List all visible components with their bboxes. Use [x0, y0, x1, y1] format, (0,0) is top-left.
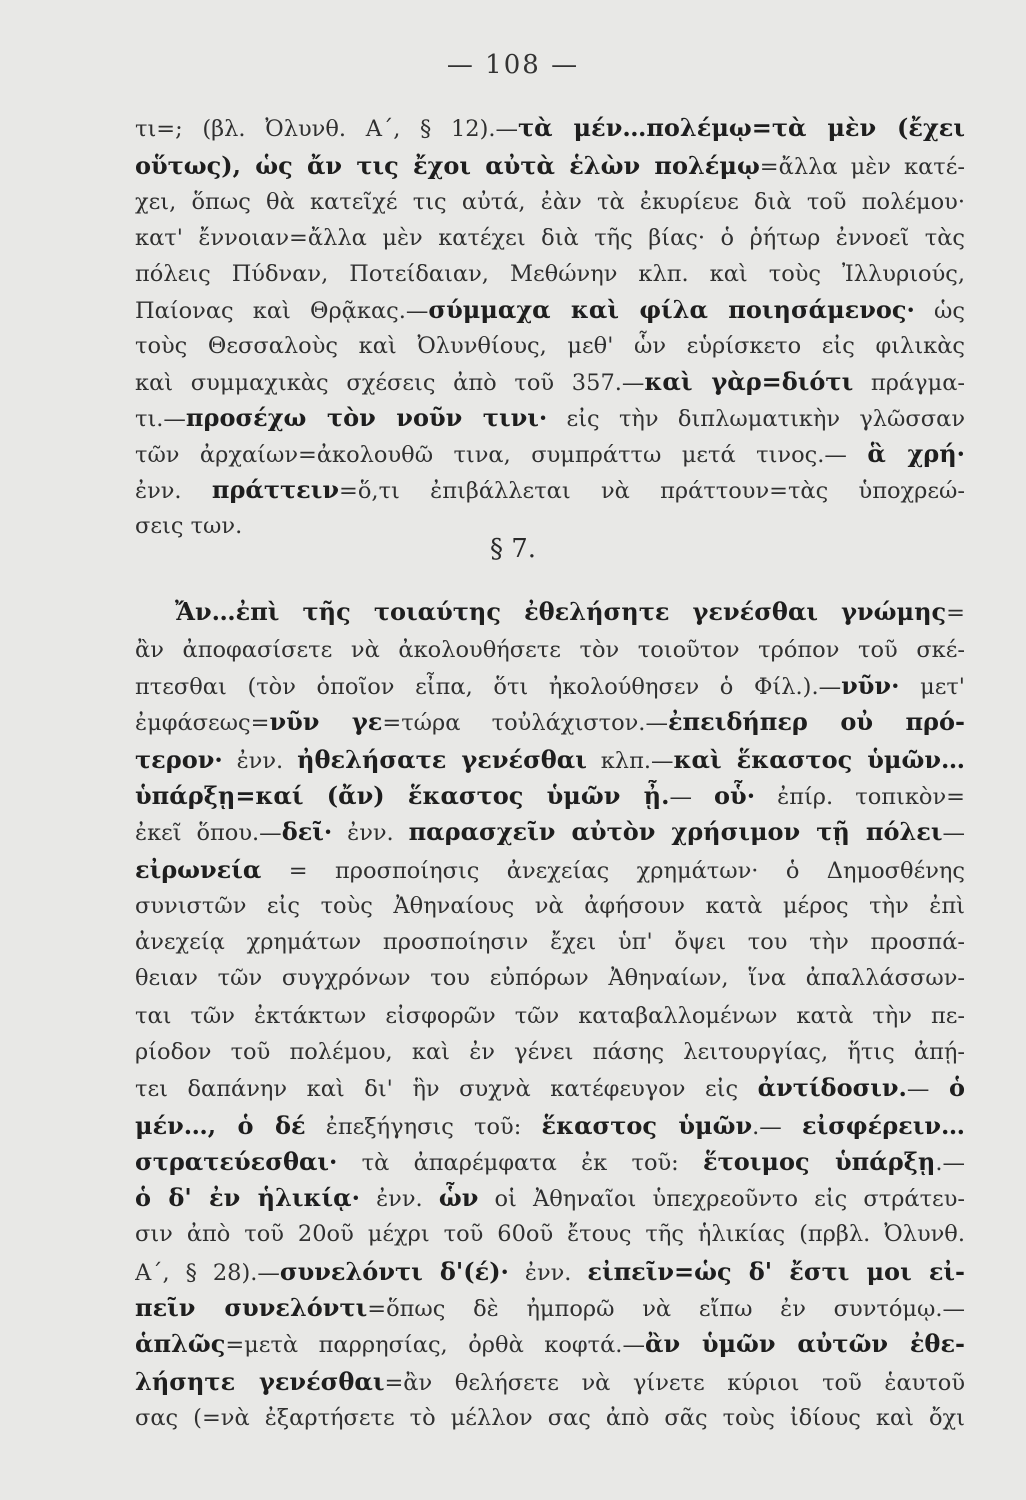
text-line: θειαν τῶν συγχρόνων του εὐπόρων Ἀθηναίων, ἵνα ἀπαλλάσσων-	[135, 965, 965, 991]
text-line: ὁ δ' ἐν ἡλικίᾳ· ἐνν. ὧν οἱ Ἀθηναῖοι ὑπεχρεοῦντο εἰς στράτευ-	[135, 1183, 965, 1212]
text-line: σας (=νὰ ἐξαρτήσετε τὸ μέλλον σας ἀπὸ σᾶς τοὺς ἰδίους καὶ ὄχι	[135, 1405, 965, 1431]
text-line: τερον· ἐνν. ἠθελήσατε γενέσθαι κλπ.—καὶ ἕκαστος ὑμῶν…	[135, 745, 965, 774]
text-line: ἀνεχείᾳ χρημάτων προσποίησιν ἔχει ὑπ' ὄψει του τὴν προσπά-	[135, 929, 965, 955]
page-number: — 108 —	[446, 50, 580, 80]
text-line: πεῖν συνελόντι=ὅπως δὲ ἠμπορῶ νὰ εἴπω ἐν συντόμῳ.—	[135, 1293, 965, 1322]
text-line: ἐνν. πράττειν=ὅ,τι ἐπιβάλλεται νὰ πράττουν=τὰς ὑποχρεώ-	[135, 475, 965, 504]
text-line: τι.—προσέχω τὸν νοῦν τινι· εἰς τὴν διπλωματικὴν γλῶσσαν	[135, 403, 965, 432]
text-line: τοὺς Θεσσαλοὺς καὶ Ὀλυνθίους, μεθ' ὧν εὑρίσκετο εἰς φιλικὰς	[135, 333, 965, 359]
text-line: οὕτως), ὡς ἄν τις ἔχοι αὐτὰ ἑλὼν πολέμῳ=ἄλλα μὲν κατέ-	[135, 151, 965, 180]
text-line: συνιστῶν εἰς τοὺς Ἀθηναίους νὰ ἀφήσουν κατὰ μέρος τὴν ἐπὶ	[135, 893, 965, 919]
text-line: πτεσθαι (τὸν ὁποῖον εἶπα, ὅτι ἠκολούθησεν ὁ Φίλ.).—νῦν· μετ'	[135, 671, 965, 700]
text-line: σιν ἀπὸ τοῦ 20οῦ μέχρι τοῦ 60οῦ ἔτους τῆς ἡλικίας (πρβλ. Ὀλυνθ.	[135, 1221, 965, 1247]
text-line: κατ' ἔννοιαν=ἄλλα μὲν κατέχει διὰ τῆς βίας· ὁ ῥήτωρ ἐννοεῖ τὰς	[135, 225, 965, 251]
text-line: χει, ὅπως θὰ κατεῖχέ τις αὐτά, ἐὰν τὰ ἐκυρίευε διὰ τοῦ πολέμου·	[135, 189, 965, 215]
text-line: πόλεις Πύδναν, Ποτείδαιαν, Μεθώνην κλπ. καὶ τοὺς Ἰλλυριούς,	[135, 261, 965, 287]
text-line: ἂν ἀποφασίσετε νὰ ἀκολουθήσετε τὸν τοιοῦτον τρόπον τοῦ σκέ-	[135, 637, 965, 663]
text-line: στρατεύεσθαι· τὰ ἀπαρέμφατα ἐκ τοῦ: ἕτοιμος ὑπάρξῃ.—	[135, 1147, 965, 1176]
text-line: σεις των.	[135, 513, 243, 539]
text-line: ὑπάρξῃ=καί (ἄν) ἕκαστος ὑμῶν ᾖ.— οὗ· ἐπίρ. τοπικὸν=	[135, 781, 965, 810]
text-line: εἰρωνεία = προσποίησις ἀνεχείας χρημάτων· ὁ Δημοσθένης	[135, 855, 965, 884]
text-line: Παίονας καὶ Θρᾷκας.—σύμμαχα καὶ φίλα ποιησάμενος· ὡς	[135, 295, 965, 324]
text-line: ἐμφάσεως=νῦν γε=τώρα τοὐλάχιστον.—ἐπειδήπερ οὐ πρό-	[135, 707, 965, 736]
text-line: ται τῶν ἐκτάκτων εἰσφορῶν τῶν καταβαλλομένων κατὰ τὴν πε-	[135, 1003, 965, 1029]
text-line: λήσητε γενέσθαι=ἂν θελήσετε νὰ γίνετε κύριοι τοῦ ἑαυτοῦ	[135, 1367, 965, 1396]
text-line: τει δαπάνην καὶ δι' ἣν συχνὰ κατέφευγον εἰς ἀντίδοσιν.— ὁ	[135, 1073, 965, 1102]
text-line: τι=; (βλ. Ὀλυνθ. Α΄, § 12).—τὰ μέν…πολέμῳ=τὰ μὲν (ἔχει	[135, 113, 965, 142]
text-line: ἐκεῖ ὅπου.—δεῖ· ἐνν. παρασχεῖν αὐτὸν χρήσιμον τῇ πόλει—	[135, 817, 965, 846]
text-line: Ἄν…ἐπὶ τῆς τοιαύτης ἐθελήσητε γενέσθαι γνώμης=	[175, 597, 965, 626]
text-line: Α΄, § 28).—συνελόντι δ'(έ)· ἐνν. εἰπεῖν=ὡς δ' ἔστι μοι εἰ-	[135, 1257, 965, 1286]
text-line: μέν…, ὁ δέ ἐπεξήγησις τοῦ: ἕκαστος ὑμῶν.— εἰσφέρειν…	[135, 1111, 965, 1140]
section-heading: § 7.	[489, 534, 537, 564]
text-line: ρίοδον τοῦ πολέμου, καὶ ἐν γένει πάσης λειτουργίας, ἥτις ἀπῄ-	[135, 1039, 965, 1065]
text-line: ἁπλῶς=μετὰ παρρησίας, ὀρθὰ κοφτά.—ἂν ὑμῶν αὐτῶν ἐθε-	[135, 1329, 965, 1358]
text-line: καὶ συμμαχικὰς σχέσεις ἀπὸ τοῦ 357.—καὶ γὰρ=διότι πράγμα-	[135, 367, 965, 396]
text-line: τῶν ἀρχαίων=ἀκολουθῶ τινα, συμπράττω μετά τινος.— ἃ χρή·	[135, 439, 965, 468]
